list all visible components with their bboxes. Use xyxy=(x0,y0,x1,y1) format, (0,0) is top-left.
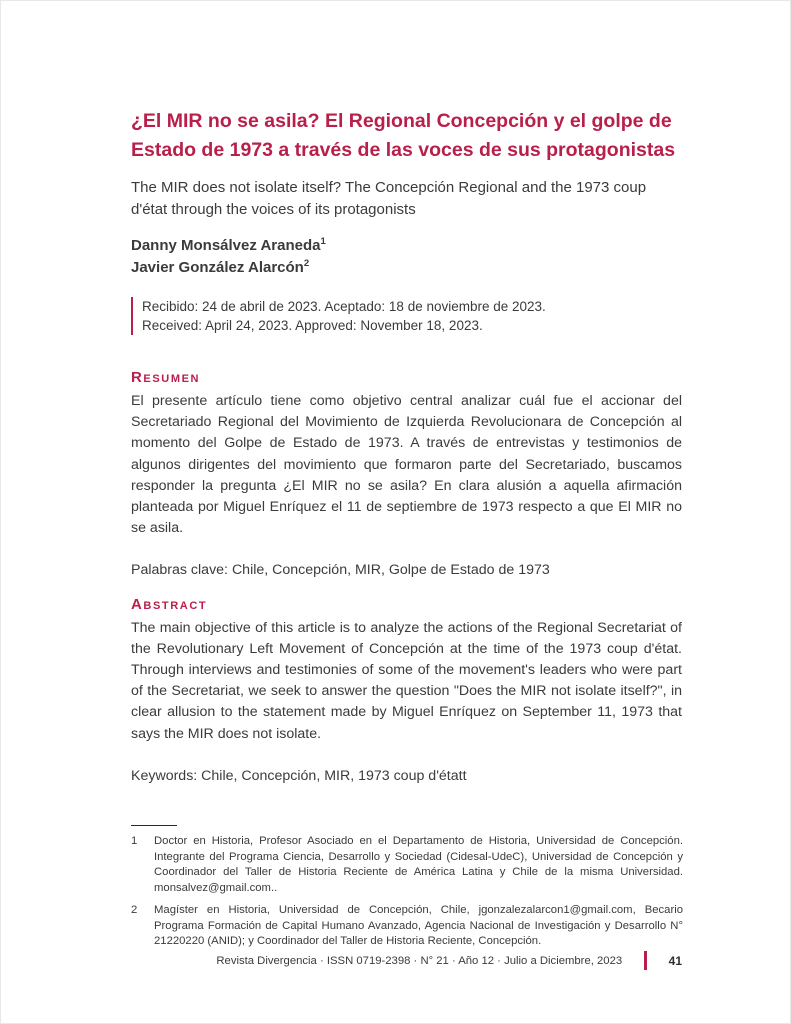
palabras-clave-line: Palabras clave: Chile, Concepción, MIR, Golpe de Estado de 1973 xyxy=(131,562,550,579)
footer-divider-bar xyxy=(644,951,647,970)
abstract-heading: Abstract xyxy=(131,595,208,613)
article-title-spanish: ¿El MIR no se asila? El Regional Concepción y el golpe de Estado de 1973 a través de las voces de sus protagonistas xyxy=(131,110,676,161)
footnote-number: 1 xyxy=(131,835,138,847)
received-accepted-line-spanish: Recibido: 24 de abril de 2023. Aceptado: 18 de noviembre de 2023. xyxy=(142,299,546,314)
keywords-line: Keywords: Chile, Concepción, MIR, 1973 coup d'étatt xyxy=(131,767,467,784)
resumen-heading: Resumen xyxy=(131,369,201,386)
page-footer xyxy=(216,951,682,970)
author-name: Danny Monsálvez Araneda xyxy=(131,237,321,254)
author-name: Javier González Alarcón xyxy=(131,259,304,276)
page-number: 41 xyxy=(668,953,682,968)
resumen-text: El presente artículo tiene como objetivo central analizar cuál fue el accionar del Secretariado Regional del Movimiento de Izquierda Revolucionara de Concepción al momento del Golpe de Estado de 1973. A través de entrevistas y testimonios de algunos dirigentes del movimiento que formaron parte del Secretariado, buscamos responder la pregunta ¿El MIR no se asila? En clara alusión a aquella afirmación planteada por Miguel Enríquez el 11 de septiembre de 1973 respecto a que El MIR no se asila. xyxy=(131,393,682,537)
journal-info-line: Revista Divergencia · ISSN 0719-2398 · N° 21 · Año 12 · Julio a Diciembre, 2023 xyxy=(216,954,623,967)
author-line xyxy=(131,257,682,279)
author-footnote-ref: 1 xyxy=(320,236,326,247)
author-line xyxy=(131,235,682,257)
abstract-text: The main objective of this article is to analyze the actions of the Regional Secretariat of the Revolutionary Left Movement of Concepción at the time of the 1973 coup d'état. Through interviews and testimonies of some of the movement's leaders who were part of the Secretariat, we seek to answer the question "Does the MIR not isolate itself?", in clear allusion to the statement made by Miguel Enríquez on September 11, 1973 that says the MIR does not isolate. xyxy=(131,619,682,742)
article-front-matter xyxy=(131,107,682,787)
author-footnote-ref: 2 xyxy=(303,258,310,269)
footnotes-block xyxy=(131,825,683,957)
footnote-text: Doctor en Historia, Profesor Asociado en el Departamento de Historia, Universidad de Concepción. Integrante del Programa Ciencia, Desarrollo y Sociedad (Cidesal-UdeC), Universidad de Concepción y Coordinador del Taller de Historia Reciente de América Latina y Chile de la misma Universidad. monsalvez@gmail.com.. xyxy=(154,835,683,894)
footnote-item xyxy=(131,834,683,896)
footnote-divider-rule xyxy=(131,825,177,826)
footnote-text: Magíster en Historia, Universidad de Concepción, Chile, jgonzalezalarcon1@gmail.com, Becario Programa Formación de Capital Humano Avanzado, Agencia Nacional de Investigación y Desarrollo N° 21220220 (ANID); y Coordinador del Taller de Historia Reciente, Concepción. xyxy=(154,904,683,947)
article-title-english: The MIR does not isolate itself? The Concepción Regional and the 1973 coup d'état through the voices of its protagonists xyxy=(131,179,647,218)
footnote-number: 2 xyxy=(131,904,138,916)
authors-block xyxy=(131,235,682,279)
footnote-item xyxy=(131,903,683,950)
received-approved-line-english: Received: April 24, 2023. Approved: November 18, 2023. xyxy=(142,318,483,333)
dates-block xyxy=(131,297,682,335)
